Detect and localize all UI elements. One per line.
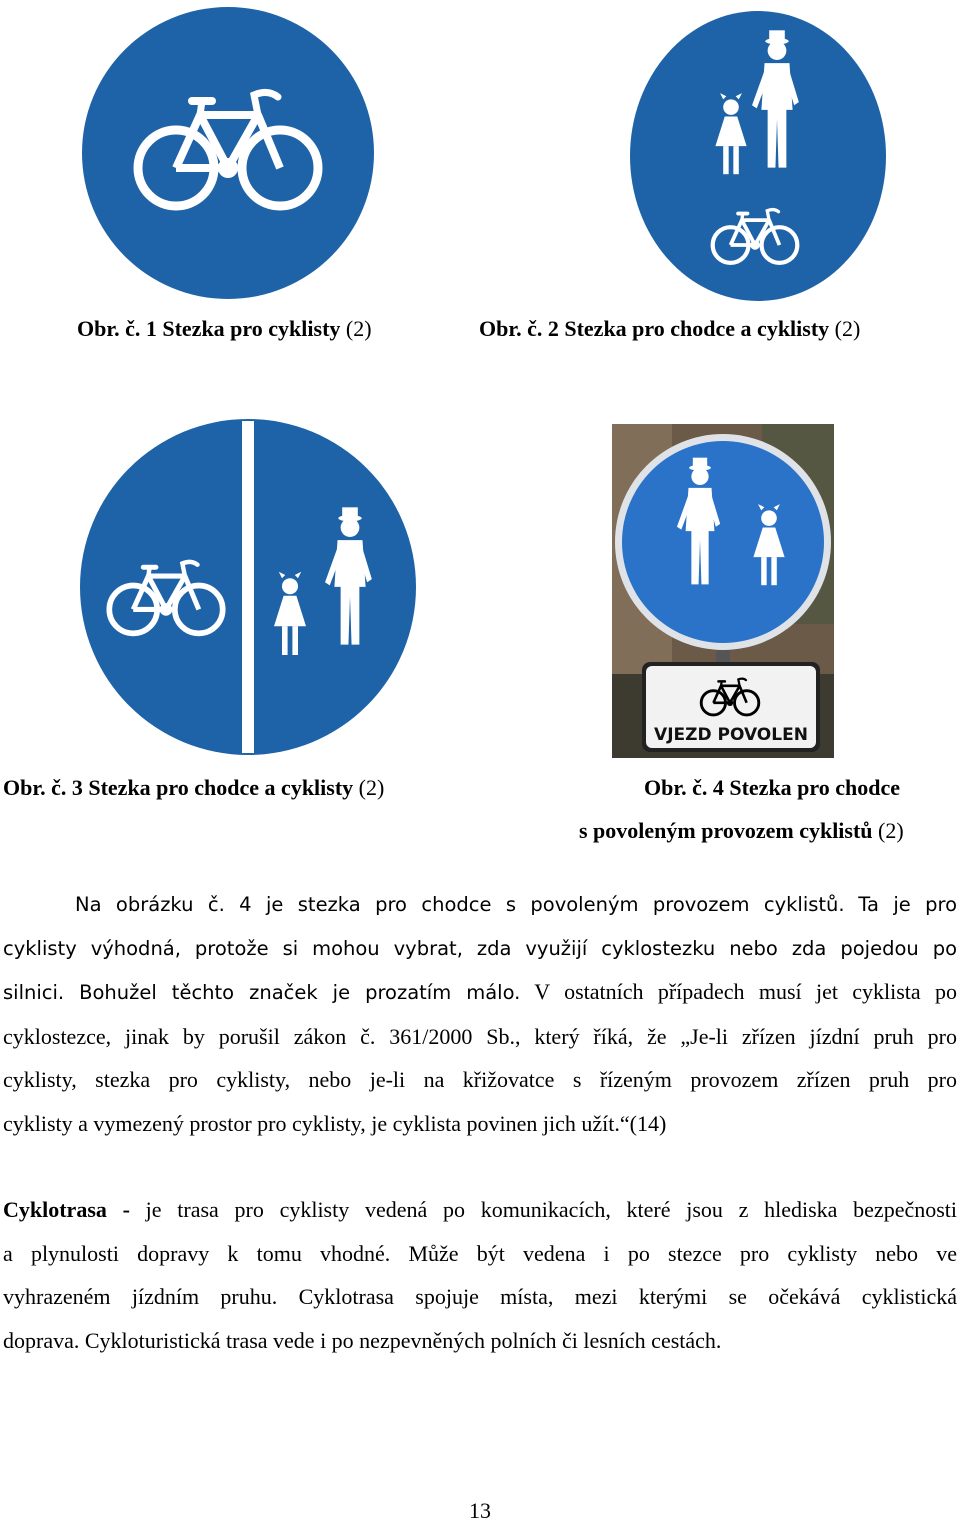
sign-pedestrian-zone-photo: [612, 424, 834, 758]
figure-caption-1: Obr. č. 1 Stezka pro cyklisty (2): [77, 316, 372, 341]
paragraph-pedestrian-zone: Na obrázku č. 4 je stezka pro chodce s povoleným provozem cyklistů. Ta je pro cyklisty výhodná, protože si mohou vybrat, zda využijí cyklostezku nebo zda pojedou po silnici. Bohužel těchto značek je prozatím málo. V ostatních případech musí jet cyklista po cyklostezce, jinak by porušil zákon č. 361/2000 Sb., který říká, že „Je-li zřízen jízdní pruh pro cyklisty, stezka pro cyklisty, nebo je-li na křižovatce s řízeným provozem zřízen pruh pro cyklisty a vymezený prostor pro cyklisty, je cyklista povinen jich užít.“(14): [3, 893, 958, 1136]
figure-caption-4: Obr. č. 4 Stezka pro chodce: [644, 775, 901, 800]
paragraph-cyklotrasa: Cyklotrasa - je trasa pro cyklisty vedená po komunikacích, které jsou z hlediska bezpečnosti a plynulosti dopravy k tomu vhodné. Může být vedena i po stezce pro cyklisty nebo ve vyhrazeném jízdním pruhu. Cyklotrasa spojuje místa, mezi kterými se očekává cyklistická doprava. Cykloturistická trasa vede i po nezpevněných polních či lesních cestách.: [3, 1197, 958, 1353]
term-cyklotrasa: Cyklotrasa -: [3, 1197, 130, 1222]
sign-disc: [630, 11, 886, 301]
plate-text: VJEZD POVOLEN: [654, 725, 808, 745]
divider-line: [242, 421, 254, 753]
sign-disc: [82, 7, 374, 299]
figure-caption-3: Obr. č. 3 Stezka pro chodce a cyklisty (2): [3, 775, 385, 800]
sign-segregated-path: [76, 415, 421, 760]
sign-shared-path: [627, 8, 889, 304]
page-number: 13: [469, 1498, 491, 1523]
sign-disc: [622, 441, 824, 643]
figure-caption-4-line2: s povoleným provozem cyklistů (2): [579, 818, 904, 843]
sign-bicycle-path: [78, 3, 378, 303]
figure-caption-2: Obr. č. 2 Stezka pro chodce a cyklisty (2): [479, 316, 861, 341]
